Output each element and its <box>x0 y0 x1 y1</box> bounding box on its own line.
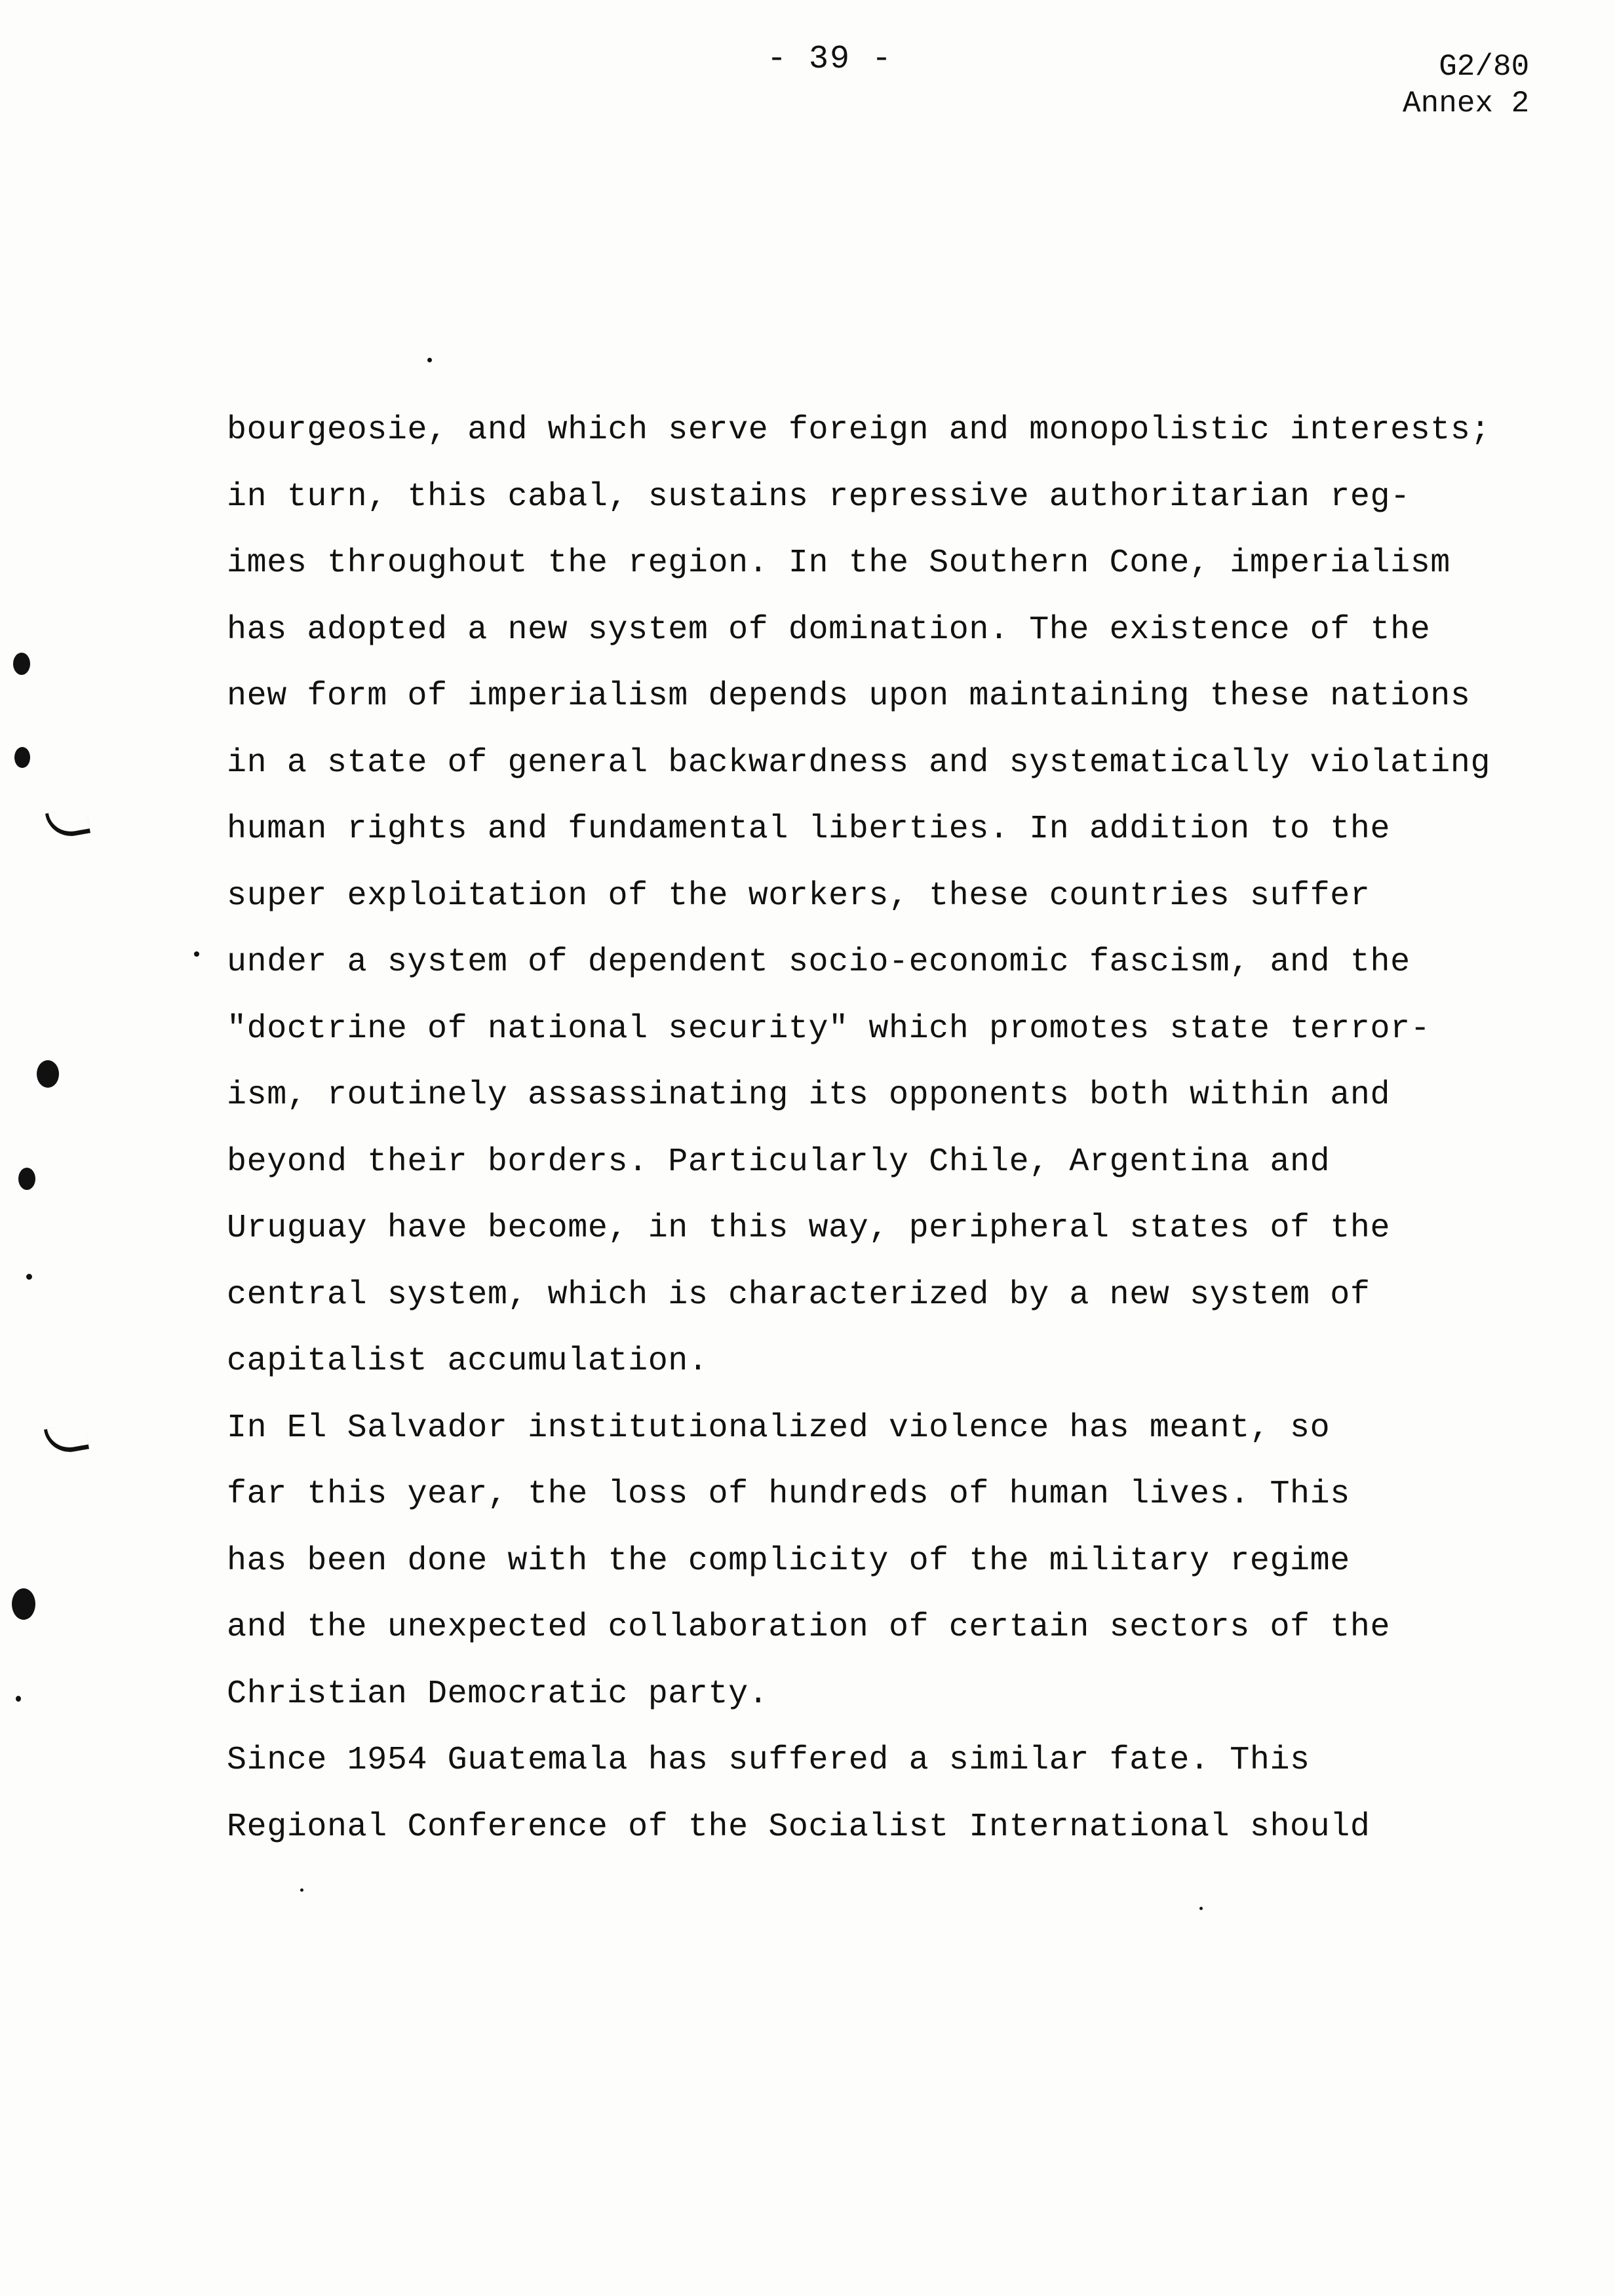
text-line: Regional Conference of the Socialist International should <box>227 1808 1371 1846</box>
page-number: - 39 - <box>767 41 893 78</box>
document-code: G2/80 <box>1439 50 1530 84</box>
document-reference <box>1403 48 1529 122</box>
annex-label: Annex 2 <box>1403 86 1530 121</box>
scan-speck <box>26 1274 32 1280</box>
scan-speck <box>12 1588 35 1620</box>
text-line: Since 1954 Guatemala has suffered a similar fate. This <box>227 1742 1310 1779</box>
scan-speck <box>14 747 30 768</box>
text-line: ism, routinely assassinating its opponents both within and <box>227 1077 1391 1114</box>
scan-speck <box>194 951 199 957</box>
scan-speck <box>16 1696 21 1702</box>
text-line: In El Salvador institutionalized violence has meant, so <box>227 1409 1331 1447</box>
text-line: new form of imperialism depends upon maintaining these nations <box>227 678 1471 715</box>
scan-speck <box>37 1060 59 1088</box>
text-line: has been done with the complicity of the military regime <box>227 1542 1350 1580</box>
text-line: human rights and fundamental liberties. In addition to the <box>227 811 1391 848</box>
text-line: super exploitation of the workers, these countries suffer <box>227 877 1371 915</box>
scan-speck <box>18 1168 35 1190</box>
text-line: Uruguay have become, in this way, peripheral states of the <box>227 1210 1391 1247</box>
scan-speck <box>13 653 30 675</box>
text-line: under a system of dependent socio-economic fascism, and the <box>227 944 1411 981</box>
body-text <box>227 397 1544 1860</box>
text-line: has adopted a new system of domination. The existence of the <box>227 611 1431 649</box>
text-line: in turn, this cabal, sustains repressive authoritarian reg- <box>227 478 1411 516</box>
scan-speck <box>300 1888 303 1892</box>
text-line: central system, which is characterized by a new system of <box>227 1276 1371 1314</box>
text-line: in a state of general backwardness and systematically violating <box>227 744 1491 782</box>
scan-speck <box>427 358 432 362</box>
text-line: Christian Democratic party. <box>227 1675 769 1713</box>
text-line: capitalist accumulation. <box>227 1343 709 1380</box>
text-line: imes throughout the region. In the Southern Cone, imperialism <box>227 545 1450 582</box>
scan-mark <box>44 1423 89 1456</box>
scan-speck <box>1199 1907 1203 1910</box>
text-line: far this year, the loss of hundreds of human lives. This <box>227 1476 1350 1513</box>
text-line: bourgeosie, and which serve foreign and monopolistic interests; <box>227 411 1491 449</box>
text-line: and the unexpected collaboration of certain sectors of the <box>227 1609 1391 1646</box>
scan-mark <box>45 807 90 840</box>
text-line: beyond their borders. Particularly Chile, Argentina and <box>227 1143 1331 1181</box>
text-line: "doctrine of national security" which promotes state terror- <box>227 1010 1431 1048</box>
